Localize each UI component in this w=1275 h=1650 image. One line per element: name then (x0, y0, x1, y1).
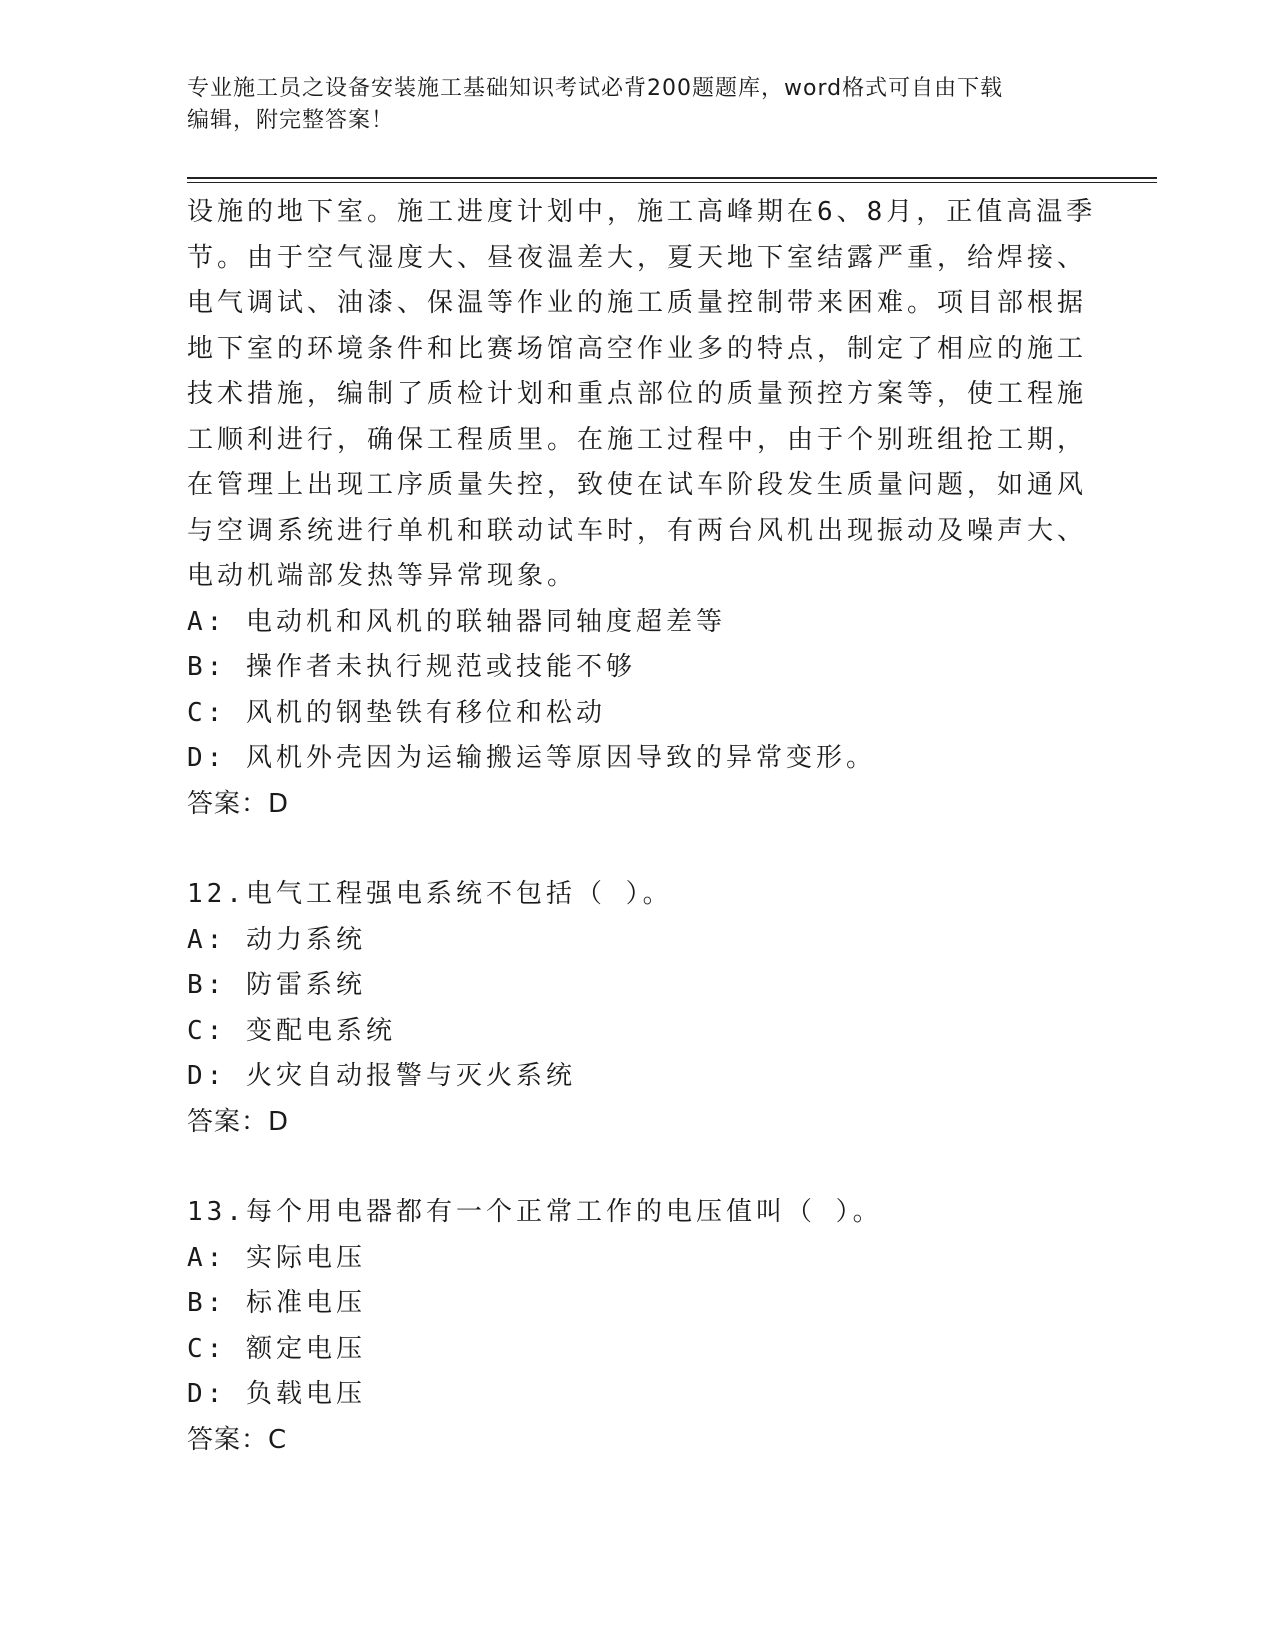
header-divider-thick (187, 177, 1157, 179)
question-stem: 12.电气工程强电系统不包括（ ）。 (187, 879, 673, 909)
question-stem-line: 电气调试、油漆、保温等作业的施工质量控制带来困难。项目部根据 (187, 288, 1088, 318)
answer-line: 答案：D (187, 1106, 290, 1137)
option-b: B: 标准电压 (187, 1288, 366, 1318)
question-13 (187, 1190, 1087, 1463)
question-spacer (187, 1145, 1087, 1190)
question-stem: 13.每个用电器都有一个正常工作的电压值叫（ ）。 (187, 1197, 883, 1227)
header-divider-thin (187, 182, 1157, 183)
document-header (187, 73, 1087, 137)
answer-line: 答案：D (187, 788, 290, 819)
answer-line: 答案：C (187, 1424, 288, 1455)
question-content (187, 190, 1097, 1463)
option-a: A: 动力系统 (187, 924, 366, 955)
option-a: A: 实际电压 (187, 1242, 366, 1273)
question-stem-line: 工顺利进行，确保工程质里。在施工过程中，由于个别班组抢工期， (187, 424, 1088, 455)
option-d: D: 火灾自动报警与灭火系统 (187, 1061, 576, 1091)
question-stem-line: 在管理上出现工序质量失控，致使在试车阶段发生质量问题，如通风 (187, 470, 1088, 500)
header-title-line2: 编辑，附完整答案！ (187, 108, 395, 133)
option-c: C: 风机的钢垫铁有移位和松动 (187, 697, 606, 728)
option-d: D: 风机外壳因为运输搬运等原因导致的异常变形。 (187, 743, 876, 773)
question-12 (187, 872, 1087, 1145)
question-stem-line: 技术措施，编制了质检计划和重点部位的质量预控方案等，使工程施 (187, 379, 1088, 409)
option-c: C: 额定电压 (187, 1333, 366, 1364)
question-stem-line: 与空调系统进行单机和联动试车时，有两台风机出现振动及噪声大、 (187, 515, 1088, 546)
option-b: B: 防雷系统 (187, 970, 366, 1000)
question-11 (187, 190, 1097, 827)
question-stem-line: 设施的地下室。施工进度计划中，施工高峰期在6、8月，正值高温季 (187, 197, 1097, 227)
option-a: A: 电动机和风机的联轴器同轴度超差等 (187, 606, 726, 637)
header-title-line1: 专业施工员之设备安装施工基础知识考试必背200题题库，word格式可自由下载 (187, 76, 1004, 101)
question-stem-line: 电动机端部发热等异常现象。 (187, 561, 578, 591)
question-stem-line: 节。由于空气湿度大、昼夜温差大，夏天地下室结露严重，给焊接、 (187, 242, 1088, 273)
question-stem-line: 地下室的环境条件和比赛场馆高空作业多的特点，制定了相应的施工 (187, 333, 1088, 364)
option-d: D: 负载电压 (187, 1379, 366, 1409)
question-spacer (187, 827, 1087, 872)
option-b: B: 操作者未执行规范或技能不够 (187, 652, 636, 682)
option-c: C: 变配电系统 (187, 1015, 396, 1046)
